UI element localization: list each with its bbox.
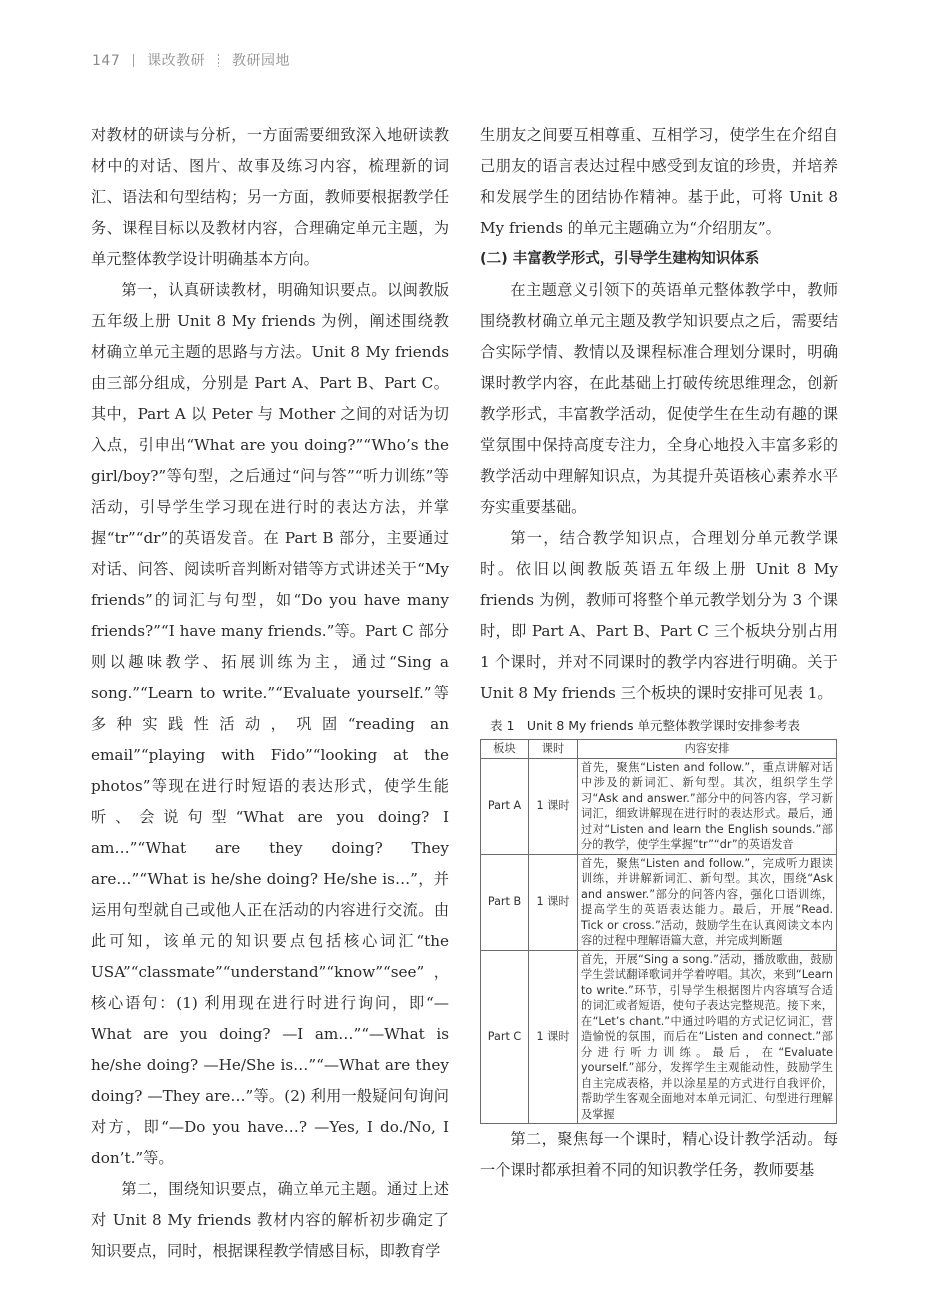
header-dotted-divider [218, 54, 219, 67]
left-paragraph-1: 对教材的研读与分析，一方面需要细致深入地研读教材中的对话、图片、故事及练习内容，梳理新的词汇、语法和句型结构；另一方面，教师要根据教学任务、课程目标以及教材内容，合理确定单元主题，为单元整体教学设计明确基本方向。 [91, 126, 449, 268]
row-content: 首先，聚焦“Listen and follow.”，完成听力跟读训练，并讲解新词汇、新句型。其次，围绕“Ask and answer.”部分的问答内容，强化口语训练，提高学生的英语表达能力。最后，开展“Read. Tick or cross.”活动，鼓励学生在认真阅读文本内容的过程中理解语篇大意，并完成判断题 [578, 854, 837, 950]
table-caption: 表 1 Unit 8 My friends 单元整体教学课时安排参考表 [490, 718, 800, 733]
right-paragraph-3: 第一，结合教学知识点，合理划分单元教学课时。依旧以闽教版英语五年级上册 Unit 8 My friends 为例，教师可将整个单元教学划分为 3 个课时，即 Part A、Part B、Part C 三个板块分别占用 1 个课时，并对不同课时的教学内容进行明确。关于 Unit 8 My friends 三个板块的课时安排可见表 1。 [480, 529, 838, 702]
table-row [481, 854, 837, 950]
table-header-row [481, 740, 837, 759]
schedule-table [480, 739, 837, 1124]
header-content: 内容安排 [578, 740, 837, 759]
right-paragraph-1: 生朋友之间要互相尊重、互相学习，使学生在介绍自己朋友的语言表达过程中感受到友谊的珍贵，并培养和发展学生的团结协作精神。基于此，可将 Unit 8 My friends 的单元主题确立为“介绍朋友”。 [480, 126, 838, 237]
section-name: 课改教研 [147, 53, 206, 69]
table-row [481, 758, 837, 854]
right-paragraph-2: 在主题意义引领下的英语单元整体教学中，教师围绕教材确立单元主题及教学知识要点之后，需要结合实际学情、教情以及课程标准合理划分课时，明确课时教学内容，在此基础上打破传统思维理念，创新教学形式，丰富教学活动，促使学生在生动有趣的课堂氛围中保持高度专注力，全身心地投入丰富多彩的教学活动中理解知识点，为其提升英语核心素养水平夯实重要基础。 [480, 281, 838, 516]
row-hours: 1 课时 [529, 950, 578, 1124]
running-header [92, 50, 290, 70]
header-hours: 课时 [529, 740, 578, 759]
right-column [480, 120, 838, 1186]
table-row [481, 950, 837, 1124]
row-part: Part B [481, 854, 529, 950]
row-content: 首先，聚焦“Listen and follow.”，重点讲解对话中涉及的新词汇、新句型。其次，组织学生学习“Ask and answer.”部分中的问答内容，学习新词汇，细致讲解现在进行时的表达形式。最后，通过对“Listen and learn the English sounds.”部分的教学，使学生掌握“tr”“dr”的英语发音 [578, 758, 837, 854]
page-number: 147 [92, 53, 121, 69]
left-paragraph-2: 第一，认真研读教材，明确知识要点。以闽教版五年级上册 Unit 8 My friends 为例，阐述围绕教材确立单元主题的思路与方法。Unit 8 My friends 由三部分组成，分别是 Part A、Part B、Part C。其中，Part A 以 Peter 与 Mother 之间的对话为切入点，引申出“What are you doing?”“Who’s the girl/boy?”等句型，之后通过“问与答”“听力训练”等活动，引导学生学习现在进行时的表达方法，并掌握“tr”“dr”的英语发音。在 Part B 部分，主要通过对话、问答、阅读听音判断对错等方式讲述关于“My friends”的词汇与句型，如“Do you have many friends?”“I have many friends.”等。Part C 部分则以趣味教学、拓展训练为主，通过“Sing a song.”“Learn to write.”“Evaluate yourself.”等多种实践性活动，巩固“reading an email”“playing with Fido”“looking at the photos”等现在进行时短语的表达形式，使学生能听、会说句型“What are you doing? I am…”“What are they doing? They are…”“What is he/she doing? He/she is…”，并运用句型就自己或他人正在活动的内容进行交流。由此可知，该单元的知识要点包括核心词汇“the USA”“classmate”“understand”“know”“see”，核心语句：(1) 利用现在进行时进行询问，即“—What are you doing? —I am…”“—What is he/she doing? —He/She is…”“—What are they doing? —They are…”等。(2) 利用一般疑问句询问对方，即“—Do you have…? —Yes, I do./No, I don’t.”等。 [91, 281, 449, 1167]
row-content: 首先，开展“Sing a song.”活动，播放歌曲，鼓励学生尝试翻译歌词并学着哼唱。其次，来到“Learn to write.”环节，引导学生根据图片内容填写合适的词汇或者短语，使句子表达完整规范。接下来，在“Let’s chant.”中通过吟唱的方式记忆词汇，营造愉悦的氛围，而后在“Listen and connect.”部分进行听力训练。最后，在“Evaluate yourself.”部分，发挥学生主观能动性，鼓励学生自主完成表格，并以涂星星的方式进行自我评价，帮助学生客观全面地对本单元词汇、句型进行理解及掌握 [578, 950, 837, 1124]
header-part: 板块 [481, 740, 529, 759]
row-hours: 1 课时 [529, 854, 578, 950]
left-paragraph-3: 第二，围绕知识要点，确立单元主题。通过上述对 Unit 8 My friends 教材内容的解析初步确定了知识要点，同时，根据课程教学情感目标，即教育学 [91, 1180, 449, 1260]
section-subheading: (二) 丰富教学形式，引导学生建构知识体系 [480, 251, 760, 267]
row-part: Part A [481, 758, 529, 854]
row-hours: 1 课时 [529, 758, 578, 854]
header-divider [133, 54, 134, 67]
left-column [91, 120, 449, 1267]
subsection-name: 教研园地 [232, 53, 291, 69]
row-part: Part C [481, 950, 529, 1124]
right-paragraph-4: 第二，聚焦每一个课时，精心设计教学活动。每一个课时都承担着不同的知识教学任务，教师要基 [480, 1130, 838, 1179]
